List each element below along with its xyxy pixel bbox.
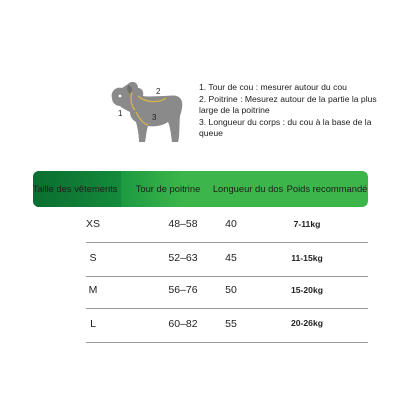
header-chest: Tour de poitrine bbox=[135, 183, 201, 194]
size-m: M bbox=[88, 284, 98, 296]
size-chart-table bbox=[33, 171, 368, 330]
row-divider bbox=[86, 308, 368, 309]
size-xs: XS bbox=[85, 218, 100, 230]
weight-s: 11-15kg bbox=[291, 253, 323, 263]
back-m: 50 bbox=[225, 284, 237, 296]
chest-s: 52–63 bbox=[168, 252, 198, 264]
weight-m: 15-20kg bbox=[290, 285, 323, 295]
size-l: L bbox=[90, 318, 96, 330]
back-l: 55 bbox=[225, 318, 237, 330]
diagram-label-1: 1 bbox=[118, 109, 123, 118]
instruction-body-length: 3. Longueur du corps : du cou à la base de la queue bbox=[199, 116, 372, 139]
diagram-label-3: 3 bbox=[152, 113, 157, 122]
weight-l: 20-26kg bbox=[290, 318, 323, 328]
dog-measurement-illustration bbox=[108, 76, 194, 148]
chest-m: 56–76 bbox=[168, 284, 198, 296]
diagram-label-2: 2 bbox=[156, 87, 161, 96]
header-weight: Poids recommandé bbox=[286, 183, 368, 194]
instruction-neck: 1. Tour de cou : mesurer autour du cou bbox=[199, 82, 347, 92]
instruction-chest: 2. Poitrine : Mesurez autour de la partie la plus large de la poitrine bbox=[199, 93, 377, 116]
back-xs: 40 bbox=[225, 218, 237, 230]
table-header bbox=[33, 171, 368, 207]
row-divider bbox=[86, 276, 368, 277]
back-s: 45 bbox=[225, 252, 237, 264]
header-size: Taille des vêtements bbox=[33, 183, 118, 194]
chest-xs: 48–58 bbox=[168, 218, 198, 230]
size-s: S bbox=[89, 252, 97, 264]
chest-l: 60–82 bbox=[168, 318, 198, 330]
row-divider bbox=[86, 242, 368, 243]
measurement-instructions bbox=[199, 82, 395, 140]
weight-xs: 7-11kg bbox=[293, 219, 321, 229]
header-back-length: Longueur du dos bbox=[212, 183, 284, 194]
row-divider bbox=[86, 342, 368, 343]
